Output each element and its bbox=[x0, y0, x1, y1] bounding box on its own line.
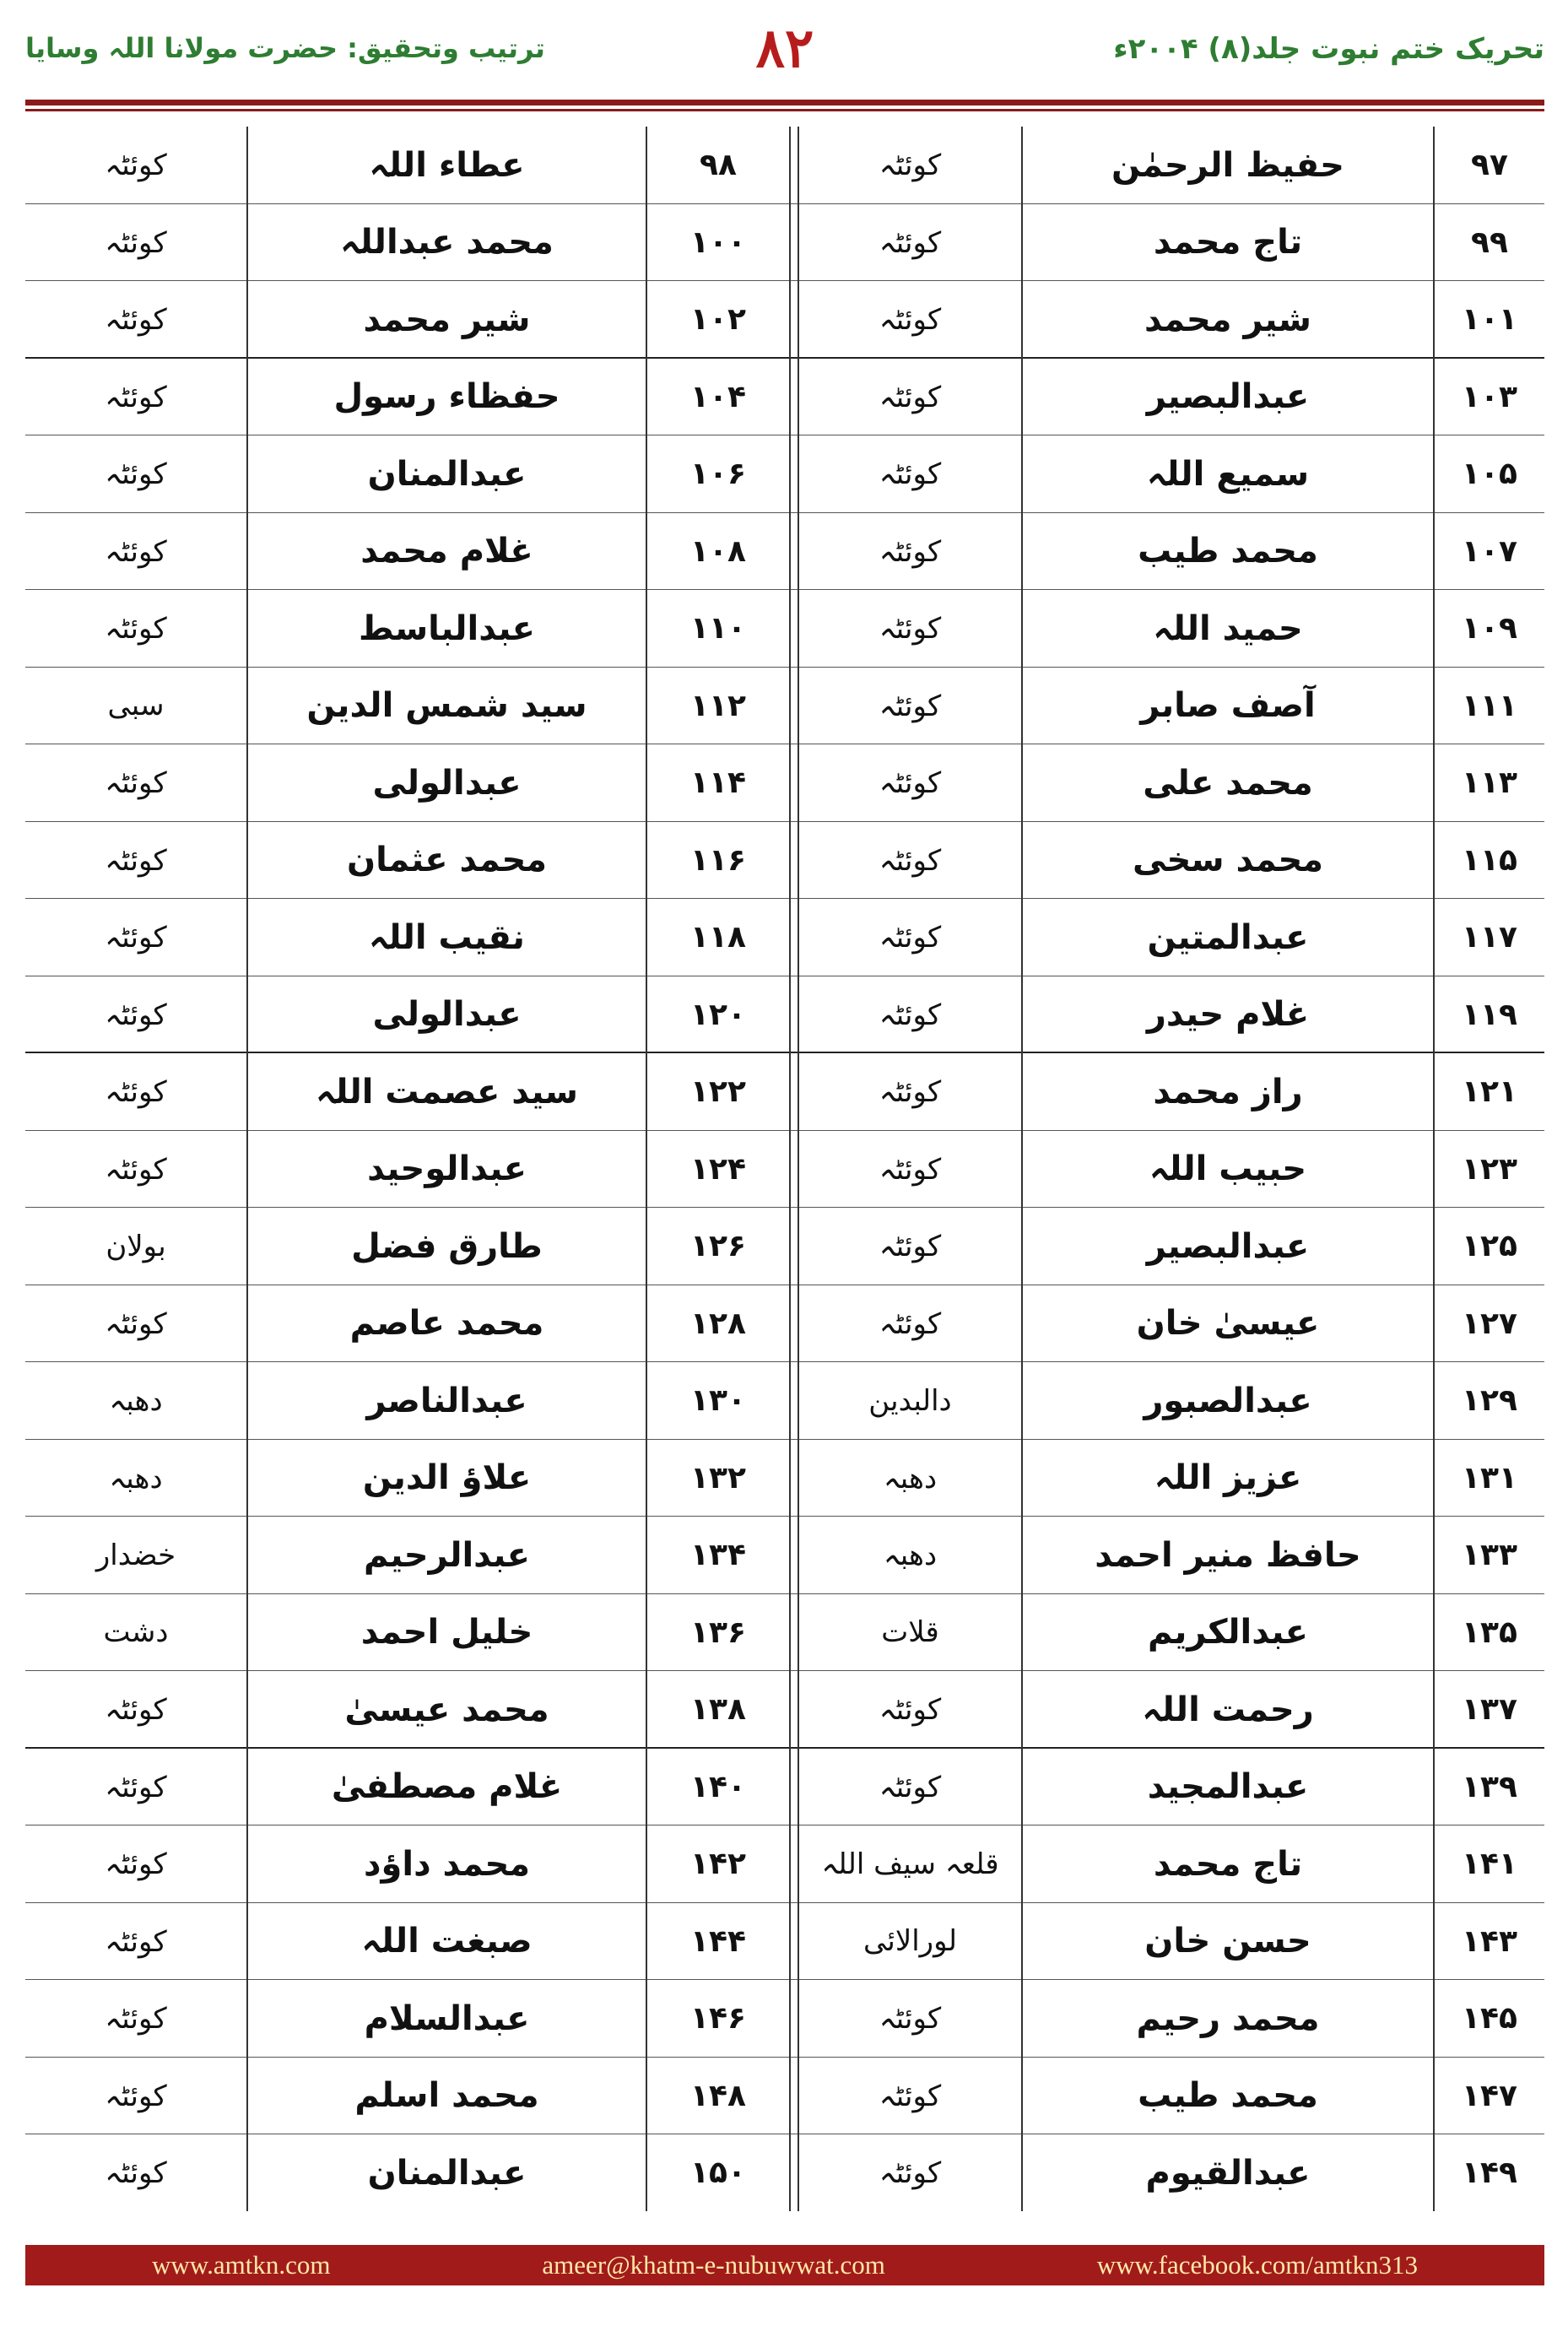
row-number: ۱۴۴ bbox=[690, 1923, 746, 1959]
person-name: محمد سخی bbox=[1132, 841, 1324, 880]
city-name: کوئٹہ bbox=[105, 1693, 167, 1728]
page-footer bbox=[25, 2245, 1544, 2285]
row-number: ۱۰۶ bbox=[690, 457, 746, 492]
city-name: دھبہ bbox=[109, 1461, 163, 1496]
row-number: ۱۴۱ bbox=[1462, 1847, 1517, 1882]
row-number: ۱۳۴ bbox=[690, 1538, 746, 1573]
table-row bbox=[25, 1825, 1544, 1903]
person-name: محمد اسلم bbox=[354, 2076, 539, 2116]
person-name: محمد طیب bbox=[1138, 2076, 1318, 2116]
person-name: سید شمس الدین bbox=[306, 686, 587, 726]
row-number: ۱۰۰ bbox=[690, 224, 746, 260]
row-number: ۱۲۲ bbox=[690, 1074, 746, 1110]
table-row bbox=[25, 204, 1544, 282]
person-name: راز محمد bbox=[1153, 1072, 1303, 1112]
row-number: ۱۱۸ bbox=[690, 920, 746, 955]
person-name: محمد طیب bbox=[1138, 532, 1318, 571]
person-name: غلام حیدر bbox=[1146, 995, 1310, 1035]
person-name: علاؤ الدین bbox=[362, 1458, 532, 1498]
table-row bbox=[25, 1208, 1544, 1285]
city-name: کوئٹہ bbox=[105, 534, 167, 569]
person-name: صبغت اللہ bbox=[361, 1922, 533, 1961]
person-name: حافظ منیر احمد bbox=[1095, 1535, 1361, 1575]
table-row bbox=[25, 1131, 1544, 1209]
person-name: عبدالمتین bbox=[1147, 917, 1309, 957]
person-name: حبیب اللہ bbox=[1149, 1149, 1307, 1189]
table-row bbox=[25, 2134, 1544, 2212]
row-number: ۱۴۳ bbox=[1462, 1923, 1517, 1959]
row-number: ۱۴۹ bbox=[1462, 2155, 1517, 2191]
table-row bbox=[25, 435, 1544, 513]
header-rule-thick bbox=[25, 100, 1544, 105]
row-number: ۱۲۸ bbox=[690, 1306, 746, 1341]
city-name: کوئٹہ bbox=[879, 843, 942, 878]
row-number: ۱۲۶ bbox=[690, 1229, 746, 1264]
city-name: کوئٹہ bbox=[879, 689, 942, 723]
table-row bbox=[25, 1362, 1544, 1440]
facebook-link[interactable]: www.facebook.com/amtkn313 bbox=[1096, 2250, 1418, 2280]
table-row bbox=[25, 1594, 1544, 1672]
person-name: عبدالناصر bbox=[366, 1381, 527, 1420]
city-name: کوئٹہ bbox=[879, 2002, 942, 2036]
row-number: ۱۰۹ bbox=[1462, 611, 1517, 646]
city-name: کوئٹہ bbox=[105, 1152, 167, 1187]
table-row bbox=[25, 2058, 1544, 2135]
city-name: کوئٹہ bbox=[879, 998, 942, 1032]
person-name: عبدالباسط bbox=[359, 608, 536, 648]
row-number: ۱۱۲ bbox=[690, 688, 746, 723]
city-name: کوئٹہ bbox=[879, 921, 942, 955]
city-name: کوئٹہ bbox=[105, 2002, 167, 2036]
row-number: ۱۱۴ bbox=[690, 765, 746, 801]
city-name: کوئٹہ bbox=[105, 921, 167, 955]
city-name: کوئٹہ bbox=[105, 457, 167, 492]
city-name: کوئٹہ bbox=[879, 2079, 942, 2113]
city-name: کوئٹہ bbox=[105, 1770, 167, 1804]
city-name: دھبہ bbox=[109, 1384, 163, 1419]
city-name: قلعہ سیف اللہ bbox=[821, 1847, 999, 1882]
person-name: حمید اللہ bbox=[1153, 608, 1303, 648]
row-number: ۱۱۱ bbox=[1462, 688, 1517, 723]
row-number: ۱۰۱ bbox=[1462, 302, 1517, 338]
city-name: کوئٹہ bbox=[879, 149, 942, 183]
city-name: کوئٹہ bbox=[879, 612, 942, 646]
person-name: محمد علی bbox=[1143, 763, 1313, 803]
city-name: دھبہ bbox=[883, 1461, 938, 1496]
column-divider bbox=[1433, 127, 1435, 2211]
row-number: ۱۴۷ bbox=[1462, 2078, 1517, 2113]
table-row bbox=[25, 1517, 1544, 1594]
city-name: کوئٹہ bbox=[879, 1152, 942, 1187]
row-number: ۱۰۸ bbox=[690, 533, 746, 569]
row-number: ۱۴۵ bbox=[1462, 2001, 1517, 2036]
city-name: دشت bbox=[103, 1615, 169, 1650]
row-number: ۹۸ bbox=[700, 148, 737, 183]
table-row bbox=[25, 1285, 1544, 1363]
row-number: ۱۲۵ bbox=[1462, 1229, 1517, 1264]
city-name: قلات bbox=[881, 1615, 939, 1650]
city-name: کوئٹہ bbox=[879, 534, 942, 569]
row-number: ۱۱۳ bbox=[1462, 765, 1517, 801]
row-number: ۱۰۲ bbox=[690, 302, 746, 338]
person-name: محمد عیسیٰ bbox=[344, 1690, 549, 1729]
city-name: کوئٹہ bbox=[879, 1770, 942, 1804]
person-name: عطاء اللہ bbox=[369, 145, 525, 185]
header-rule-thin bbox=[25, 109, 1544, 111]
row-number: ۱۲۹ bbox=[1462, 1383, 1517, 1419]
city-name: خضدار bbox=[95, 1538, 176, 1572]
person-name: عبدالسلام bbox=[364, 1999, 530, 2038]
table-row bbox=[25, 1671, 1544, 1749]
row-number: ۱۲۰ bbox=[690, 997, 746, 1032]
person-name: رحمت اللہ bbox=[1142, 1690, 1314, 1729]
person-name: عبدالمجید bbox=[1147, 1767, 1309, 1807]
row-number: ۱۲۷ bbox=[1462, 1306, 1517, 1341]
table-row bbox=[25, 1440, 1544, 1517]
city-name: کوئٹہ bbox=[105, 1075, 167, 1110]
person-name: عبدالولی bbox=[372, 995, 522, 1035]
table-row bbox=[25, 1749, 1544, 1826]
column-divider bbox=[646, 127, 647, 2211]
table-row bbox=[25, 1903, 1544, 1981]
city-name: کوئٹہ bbox=[105, 225, 167, 260]
row-number: ۱۰۷ bbox=[1462, 533, 1517, 569]
row-number: ۱۳۶ bbox=[690, 1615, 746, 1650]
names-table bbox=[25, 127, 1544, 2211]
row-number: ۹۹ bbox=[1471, 224, 1508, 260]
city-name: کوئٹہ bbox=[879, 766, 942, 801]
row-number: ۱۳۵ bbox=[1462, 1615, 1517, 1650]
table-row bbox=[25, 822, 1544, 900]
page-number: ۸۲ bbox=[755, 17, 814, 80]
compiler-credit: ترتیب وتحقیق: حضرت مولانا اللہ وسایا bbox=[25, 32, 545, 64]
table-row bbox=[25, 281, 1544, 359]
row-number: ۱۲۴ bbox=[690, 1151, 746, 1187]
person-name: غلام محمد bbox=[360, 532, 533, 571]
page-header bbox=[25, 17, 1544, 84]
row-number: ۱۱۶ bbox=[690, 842, 746, 878]
person-name: تاج محمد bbox=[1153, 223, 1303, 262]
city-name: کوئٹہ bbox=[105, 1847, 167, 1882]
city-name: کوئٹہ bbox=[879, 225, 942, 260]
row-number: ۱۱۹ bbox=[1462, 997, 1517, 1032]
table-row bbox=[25, 976, 1544, 1054]
row-number: ۱۱۵ bbox=[1462, 842, 1517, 878]
row-number: ۱۲۳ bbox=[1462, 1151, 1517, 1187]
column-divider bbox=[246, 127, 248, 2211]
person-name: آصف صابر bbox=[1140, 686, 1316, 726]
person-name: محمد رحیم bbox=[1136, 1999, 1320, 2038]
person-name: عبدالمنان bbox=[367, 454, 527, 494]
city-name: کوئٹہ bbox=[105, 1924, 167, 1959]
person-name: عزیز اللہ bbox=[1154, 1458, 1302, 1498]
row-number: ۱۱۷ bbox=[1462, 920, 1517, 955]
person-name: عبدالبصیر bbox=[1146, 1226, 1310, 1266]
city-name: کوئٹہ bbox=[879, 1230, 942, 1264]
row-number: ۱۳۹ bbox=[1462, 1769, 1517, 1804]
person-name: محمد عبداللہ bbox=[340, 223, 554, 262]
city-name: کوئٹہ bbox=[879, 1075, 942, 1110]
city-name: دھبہ bbox=[883, 1539, 938, 1573]
city-name: کوئٹہ bbox=[105, 1306, 167, 1341]
table-row bbox=[25, 899, 1544, 976]
person-name: عیسیٰ خان bbox=[1136, 1304, 1320, 1344]
table-row bbox=[25, 359, 1544, 436]
row-number: ۱۳۷ bbox=[1462, 1692, 1517, 1728]
city-name: بولان bbox=[105, 1229, 166, 1263]
row-number: ۱۴۰ bbox=[690, 1769, 746, 1804]
city-name: کوئٹہ bbox=[879, 380, 942, 414]
row-number: ۱۴۶ bbox=[690, 2001, 746, 2036]
row-number: ۱۳۲ bbox=[690, 1460, 746, 1496]
city-name: سبی bbox=[107, 689, 165, 723]
city-name: کوئٹہ bbox=[105, 380, 167, 414]
table-row bbox=[25, 744, 1544, 822]
row-number: ۱۰۵ bbox=[1462, 457, 1517, 492]
row-number: ۱۳۸ bbox=[690, 1692, 746, 1728]
row-number: ۱۴۲ bbox=[690, 1847, 746, 1882]
city-name: لورالائی bbox=[863, 1924, 957, 1959]
person-name: سمیع اللہ bbox=[1146, 454, 1310, 494]
person-name: سید عصمت اللہ bbox=[316, 1072, 579, 1112]
person-name: عبدالرحیم bbox=[364, 1535, 530, 1575]
person-name: تاج محمد bbox=[1153, 1844, 1303, 1884]
book-title: تحریک ختم نبوت جلد(۸) ۲۰۰۴ء bbox=[1113, 32, 1544, 66]
person-name: عبدالقیوم bbox=[1145, 2153, 1311, 2193]
column-divider bbox=[1021, 127, 1023, 2211]
person-name: غلام مصطفیٰ bbox=[331, 1767, 563, 1807]
city-name: کوئٹہ bbox=[105, 766, 167, 801]
city-name: کوئٹہ bbox=[105, 2079, 167, 2113]
city-name: کوئٹہ bbox=[879, 2156, 942, 2191]
row-number: ۱۳۳ bbox=[1462, 1538, 1517, 1573]
table-row bbox=[25, 668, 1544, 745]
row-number: ۱۲۱ bbox=[1462, 1074, 1517, 1110]
center-divider bbox=[798, 127, 799, 2211]
row-number: ۱۳۰ bbox=[690, 1383, 746, 1419]
person-name: محمد داؤد bbox=[363, 1844, 531, 1884]
city-name: دالبدین bbox=[868, 1383, 952, 1418]
row-number: ۹۷ bbox=[1471, 148, 1508, 183]
person-name: نقیب اللہ bbox=[369, 917, 525, 957]
table-row bbox=[25, 590, 1544, 668]
city-name: کوئٹہ bbox=[105, 612, 167, 646]
city-name: کوئٹہ bbox=[105, 843, 167, 878]
person-name: محمد عاصم bbox=[349, 1304, 544, 1344]
person-name: طارق فضل bbox=[351, 1226, 543, 1266]
row-number: ۱۳۱ bbox=[1462, 1460, 1517, 1496]
person-name: عبدالکریم bbox=[1147, 1613, 1309, 1652]
email-link[interactable]: ameer@khatm-e-nubuwwat.com bbox=[542, 2250, 885, 2280]
center-divider bbox=[789, 127, 791, 2211]
city-name: کوئٹہ bbox=[105, 998, 167, 1032]
city-name: کوئٹہ bbox=[105, 303, 167, 338]
city-name: کوئٹہ bbox=[105, 149, 167, 183]
row-number: ۱۵۰ bbox=[690, 2155, 746, 2191]
person-name: حفیظ الرحمٰن bbox=[1111, 145, 1344, 185]
row-number: ۱۱۰ bbox=[690, 611, 746, 646]
person-name: حسن خان bbox=[1144, 1922, 1311, 1961]
table-row bbox=[25, 1980, 1544, 2058]
person-name: عبدالمنان bbox=[367, 2153, 527, 2193]
table-row bbox=[25, 1053, 1544, 1131]
person-name: عبدالبصیر bbox=[1146, 377, 1310, 417]
person-name: شیر محمد bbox=[1144, 300, 1311, 339]
person-name: عبدالولی bbox=[372, 763, 522, 803]
table-row bbox=[25, 127, 1544, 204]
row-number: ۱۰۳ bbox=[1462, 379, 1517, 414]
city-name: کوئٹہ bbox=[879, 1693, 942, 1728]
city-name: کوئٹہ bbox=[105, 2156, 167, 2191]
table-row bbox=[25, 513, 1544, 591]
person-name: عبدالصبور bbox=[1144, 1381, 1312, 1420]
table-rows bbox=[25, 127, 1544, 2211]
person-name: عبدالوحید bbox=[367, 1149, 527, 1189]
city-name: کوئٹہ bbox=[879, 457, 942, 492]
city-name: کوئٹہ bbox=[879, 1306, 942, 1341]
person-name: محمد عثمان bbox=[346, 841, 548, 880]
person-name: خلیل احمد bbox=[360, 1613, 533, 1652]
website-link[interactable]: www.amtkn.com bbox=[152, 2250, 331, 2280]
row-number: ۱۰۴ bbox=[690, 379, 746, 414]
city-name: کوئٹہ bbox=[879, 303, 942, 338]
person-name: شیر محمد bbox=[363, 300, 531, 339]
person-name: حفظاء رسول bbox=[333, 377, 560, 417]
row-number: ۱۴۸ bbox=[690, 2078, 746, 2113]
